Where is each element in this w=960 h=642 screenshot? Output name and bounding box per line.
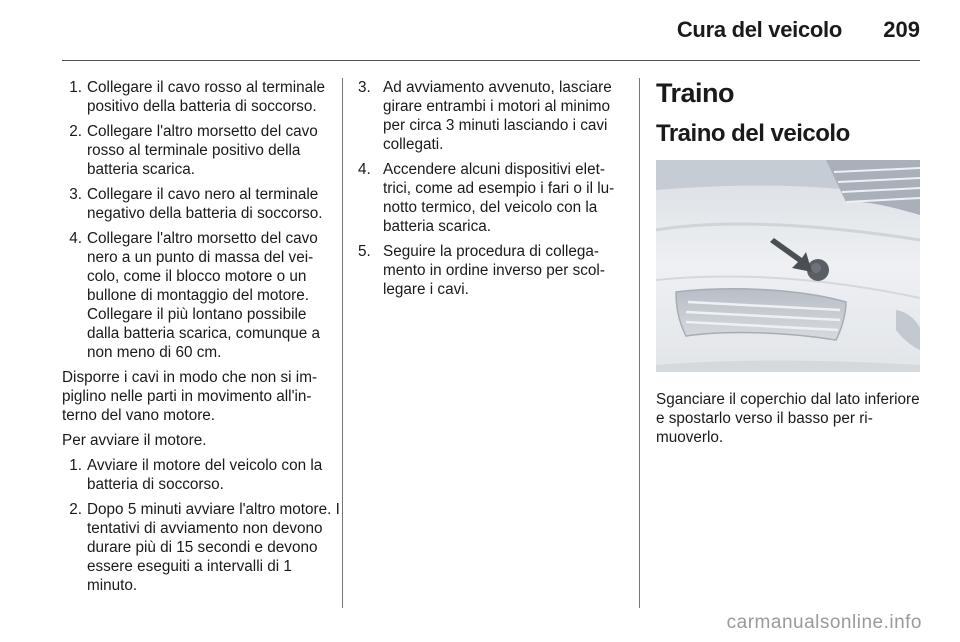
list-item: 3. Collegare il cavo nero al terminale negativo della batteria di soccorso.: [69, 186, 323, 222]
list-item: 1. Collegare il cavo rosso al terminale positivo della batteria di soccorso.: [69, 79, 326, 115]
section-title: Cura del veicolo: [676, 17, 842, 42]
figure-caption: Sganciare il coperchio dal lato inferiore e spostarlo verso il basso per rimuoverlo.: [656, 391, 920, 446]
start-engine-paragraph: Per avviare il motore.: [62, 432, 207, 449]
connect-steps-list: [62, 78, 340, 362]
bumper-tow-eye-cover-illustration: [656, 160, 920, 372]
list-item: 3. Ad avviamento avvenuto, lasciare girare entrambi i motori al minimo per circa 3 minuti lasciando i cavi collegati.: [358, 79, 612, 153]
column-divider-2: [639, 78, 640, 608]
watermark: carmanualsonline.info: [726, 612, 922, 633]
list-item: 4. Collegare l'altro morsetto del cavo nero a un punto di massa del veicolo, come il blocco motore o un bullone di montaggio del motore. Collegare il più lontano possibile dalla batteria scarica, comunque a non meno di 60 cm.: [69, 230, 320, 361]
after-start-steps-list: [358, 78, 622, 299]
list-item: 1. Avviare il motore del veicolo con la batteria di soccorso.: [69, 457, 323, 493]
subsection-heading: Traino del veicolo: [656, 120, 850, 147]
start-steps-list: [62, 456, 340, 595]
section-heading: Traino: [656, 78, 735, 108]
list-item: 2. Collegare l'altro morsetto del cavo rosso al terminale positivo della batteria scarica.: [69, 123, 318, 178]
list-item: 4. Accendere alcuni dispositivi elettrici, come ad esempio i fari o il lunotto termico, del veicolo con la batteria scarica.: [358, 161, 615, 235]
list-item: 2. Dopo 5 minuti avviare l'altro motore. I tentativi di avviamento non devono durare più di 15 secondi e devono essere eseguiti a intervalli di 1 minuto.: [69, 501, 340, 594]
column-divider-1: [342, 78, 343, 608]
cable-routing-paragraph: Disporre i cavi in modo che non si impiglino nelle parti in movimento all'interno del vano motore.: [62, 369, 318, 424]
header-rule: [62, 60, 920, 61]
page-header: [0, 0, 960, 62]
column-3: [656, 78, 920, 453]
column-2: [358, 78, 622, 305]
list-item: 5. Seguire la procedura di collegamento in ordine inverso per scollegare i cavi.: [358, 243, 605, 298]
column-1: [62, 78, 340, 601]
page-number: 209: [883, 17, 920, 42]
